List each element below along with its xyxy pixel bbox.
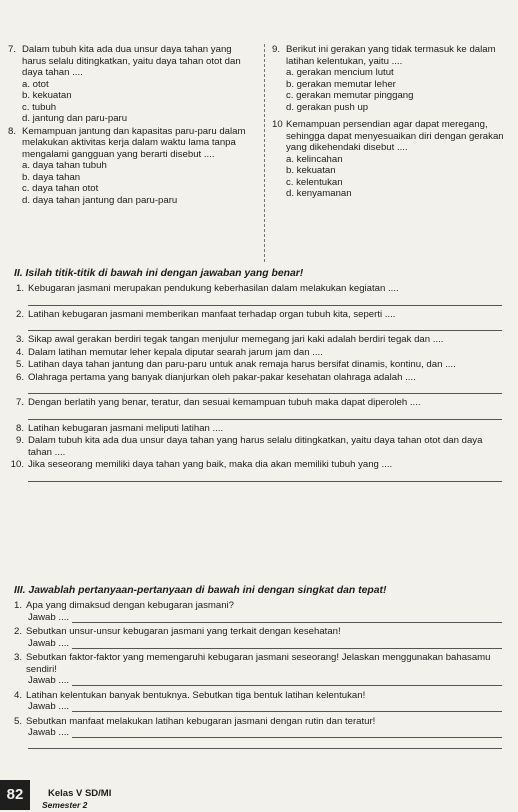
list-item <box>6 652 502 687</box>
item-text: Sebutkan unsur-unsur kebugaran jasmani yang terkait dengan kesehatan! <box>26 626 341 637</box>
page-number: 82 <box>0 780 30 810</box>
answer-line[interactable] <box>28 384 502 394</box>
option-d: d. gerakan push up <box>286 101 369 113</box>
list-item <box>10 309 502 332</box>
item-text: Latihan kelentukan banyak bentuknya. Sebutkan tiga bentuk latihan kelentukan! <box>26 689 366 701</box>
semester-label: Semester 2 <box>42 800 88 810</box>
answer-line[interactable] <box>72 612 502 623</box>
jawab-label: Jawab .... <box>28 675 70 686</box>
question-number: 7. <box>8 44 17 55</box>
jawab-label: Jawab .... <box>28 637 70 649</box>
option-d: d. jantung dan paru-paru <box>22 113 128 124</box>
question-text: Kemampuan jantung dan kapasitas paru-paru dalam melakukan aktivitas kerja dalam waktu lama tanpa mengalami gangguan yang berarti disebut .... <box>22 125 246 160</box>
option-c: c. gerakan memutar pinggang <box>286 90 414 101</box>
option-b: b. kekuatan <box>286 165 336 176</box>
option-b: b. kekuatan <box>22 90 72 101</box>
list-item <box>10 423 502 435</box>
option-d: d. daya tahan jantung dan paru-paru <box>22 194 178 206</box>
option-c: c. kelentukan <box>286 176 343 188</box>
mc-column-right <box>272 44 506 201</box>
question-number: 9. <box>272 44 281 55</box>
item-text: Dalam tubuh kita ada dua unsur daya tahan yang harus selalu ditingkatkan, yaitu daya tahan otot dan daya tahan .... <box>28 435 483 458</box>
list-item <box>10 334 502 346</box>
list-item <box>10 283 502 306</box>
list-item <box>10 397 502 420</box>
option-a: a. gerakan mencium lutut <box>286 67 394 78</box>
section-title-uraian: III. Jawablah pertanyaan-pertanyaan di bawah ini dengan singkat dan tepat! <box>14 585 387 596</box>
answer-line-extra[interactable] <box>28 739 502 749</box>
list-item <box>10 359 502 371</box>
item-number: 3. <box>13 652 22 663</box>
question-text: Dalam tubuh kita ada dua unsur daya tahan yang harus selalu ditingkatkan, yaitu daya tahan otot dan daya tahan .... <box>22 44 241 78</box>
question-text: Berikut ini gerakan yang tidak termasuk ke dalam latihan kelentukan, yaitu .... <box>286 44 496 67</box>
item-text: Kebugaran jasmani merupakan pendukung keberhasilan dalam melakukan kegiatan .... <box>28 283 399 294</box>
list-item <box>6 600 502 623</box>
list-item <box>6 716 502 749</box>
item-number: 5. <box>15 359 24 370</box>
question-number: 8. <box>8 125 17 137</box>
item-number: 1. <box>13 600 22 611</box>
item-number: 8. <box>15 422 24 434</box>
jawab-label: Jawab .... <box>28 727 70 738</box>
item-text: Latihan kebugaran jasmani meliputi latihan .... <box>28 422 224 434</box>
item-number: 6. <box>15 371 24 383</box>
question-text: Kemampuan persendian agar dapat meregang, sehingga dapat menyesuaikan diri dengan gerakan yang dikehendaki disebut .... <box>286 119 504 153</box>
item-number: 5. <box>13 715 22 727</box>
item-number: 10. <box>10 459 24 470</box>
item-number: 7. <box>15 397 24 408</box>
answer-line[interactable] <box>28 472 502 482</box>
option-a: a. kelincahan <box>286 153 343 165</box>
item-text: Sebutkan faktor-faktor yang memengaruhi kebugaran jasmani seseorang! Jelaskan menggunakan bahasamu sendiri! <box>26 652 491 675</box>
mc-question-8 <box>8 126 258 207</box>
fill-in-section <box>10 283 502 485</box>
list-item <box>10 372 502 395</box>
option-a: a. daya tahan tubuh <box>22 160 107 171</box>
item-number: 4. <box>13 689 22 701</box>
item-text: Olahraga pertama yang banyak dianjurkan oleh pakar-pakar kesehatan olahraga adalah .... <box>28 371 416 383</box>
mc-column-left <box>8 44 258 207</box>
jawab-label: Jawab .... <box>28 701 70 712</box>
answer-line[interactable] <box>72 701 502 712</box>
essay-section <box>6 600 502 752</box>
list-item <box>10 435 502 458</box>
question-number: 10 <box>272 119 283 130</box>
item-text: Latihan kebugaran jasmani memberikan manfaat terhadap organ tubuh kita, seperti .... <box>28 308 396 320</box>
item-number: 9. <box>15 435 24 446</box>
class-label: Kelas V SD/MI <box>48 788 112 799</box>
answer-line[interactable] <box>28 410 502 420</box>
column-divider <box>264 44 265 262</box>
option-b: b. daya tahan <box>22 171 81 183</box>
item-text: Latihan daya tahan jantung dan paru-paru untuk anak remaja harus bersifat dinamis, kontinu, dan .... <box>28 359 456 370</box>
item-text: Apa yang dimaksud dengan kebugaran jasmani? <box>26 600 235 611</box>
option-c: c. tubuh <box>22 101 57 113</box>
option-d: d. kenyamanan <box>286 188 352 199</box>
option-a: a. otot <box>22 78 49 90</box>
option-b: b. gerakan memutar leher <box>286 78 396 90</box>
jawab-label: Jawab .... <box>28 611 70 623</box>
multiple-choice-section <box>6 44 510 262</box>
item-text: Dalam latihan memutar leher kepala diputar searah jarum jam dan .... <box>28 346 323 358</box>
item-text: Dengan berlatih yang benar, teratur, dan sesuai kemampuan tubuh maka dapat diperoleh .... <box>28 397 421 408</box>
answer-line[interactable] <box>72 727 502 738</box>
list-item <box>6 626 502 649</box>
answer-line[interactable] <box>28 321 502 331</box>
section-title-isian: II. Isilah titik-titik di bawah ini dengan jawaban yang benar! <box>14 268 304 279</box>
list-item <box>10 347 502 359</box>
answer-line[interactable] <box>28 296 502 306</box>
item-number: 3. <box>15 334 24 345</box>
option-c: c. daya tahan otot <box>22 183 99 194</box>
mc-question-9 <box>272 44 506 113</box>
answer-line[interactable] <box>72 638 502 649</box>
item-number: 2. <box>13 626 22 637</box>
page-footer <box>0 770 518 812</box>
answer-line[interactable] <box>72 675 502 686</box>
mc-question-7 <box>8 44 258 125</box>
item-text: Jika seseorang memiliki daya tahan yang baik, maka dia akan memiliki tubuh yang .... <box>28 459 393 470</box>
item-number: 2. <box>15 308 24 320</box>
list-item <box>10 459 502 482</box>
item-number: 1. <box>15 283 24 294</box>
list-item <box>6 690 502 713</box>
mc-question-10 <box>272 119 506 200</box>
item-text: Sebutkan manfaat melakukan latihan kebugaran jasmani dengan rutin dan teratur! <box>26 715 376 727</box>
item-number: 4. <box>15 346 24 358</box>
item-text: Sikap awal gerakan berdiri tegak tangan menjulur memegang jari kaki adalah berdiri tegak dan .... <box>28 334 444 345</box>
